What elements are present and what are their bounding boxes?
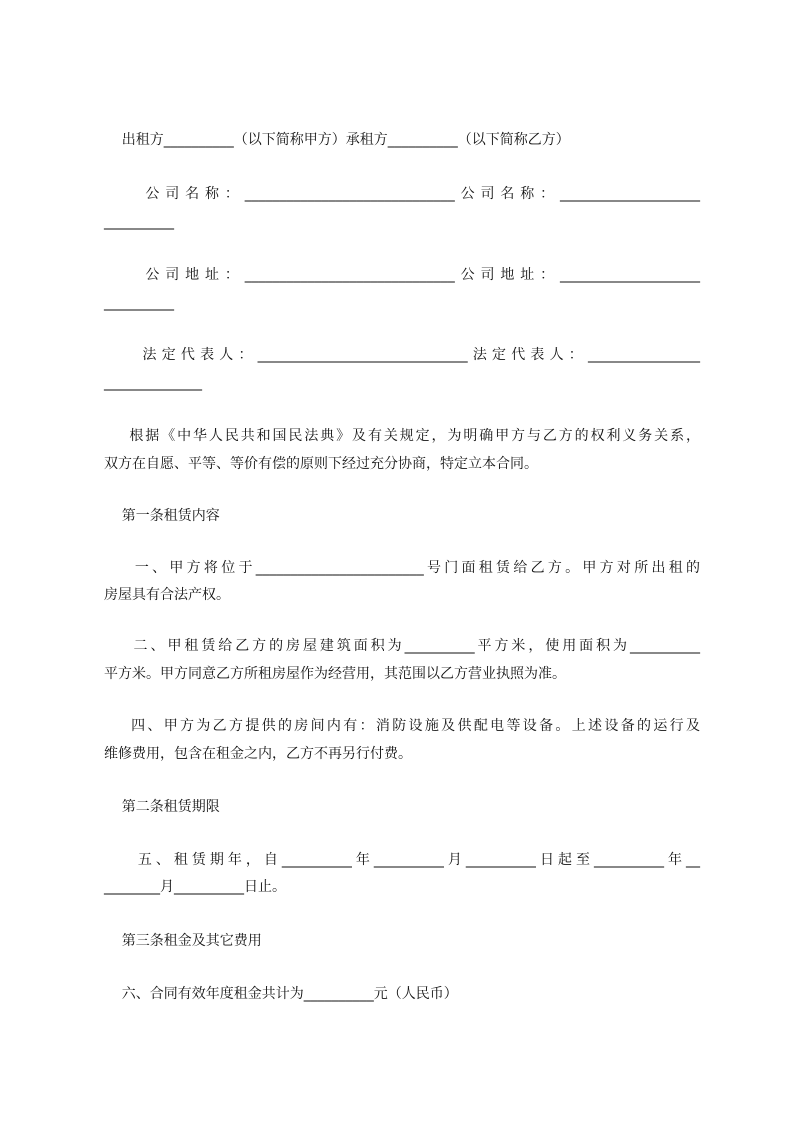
clause-5-line: 五、租赁期年，自__________年__________月__________日起至__________年__ [104,852,700,868]
clause-5-line-cont: ________月__________日止。 [104,879,286,895]
preamble-line: 根据《中华人民共和国民法典》及有关规定，为明确甲方与乙方的权利义务关系， [104,428,700,444]
clause-2-line: 二、甲租赁给乙方的房屋建筑面积为__________平方米，使用面积为__________ [104,638,700,654]
preamble-line-cont: 双方在自愿、平等、等价有偿的原则下经过充分协商，特定立本合同。 [104,456,538,472]
clause-2-line-cont: 平方米。甲方同意乙方所租房屋作为经营用，其范围以乙方营业执照为准。 [104,666,566,682]
clause-1-line-cont: 房屋具有合法产权。 [104,587,230,603]
clause-4-line: 四、甲方为乙方提供的房间内有：消防设施及供配电等设备。上述设备的运行及 [104,718,700,734]
parties-line: 出租方__________（以下简称甲方）承租方__________（以下简称乙方） [104,132,570,148]
article-1-heading: 第一条租赁内容 [104,508,220,524]
company-name-line: 公司名称：______________________________公司名称：____________________ [104,186,700,202]
company-address-line: 公司地址：______________________________公司地址：____________________ [104,267,700,283]
clause-6-line: 六、合同有效年度租金共计为__________元（人民币） [104,986,458,1002]
company-address-line-cont: __________ [104,295,174,311]
article-2-heading: 第二条租赁期限 [104,799,220,815]
legal-representative-line-cont: ______________ [104,375,202,391]
article-3-heading: 第三条租金及其它费用 [104,933,262,949]
company-name-line-cont: __________ [104,214,174,230]
clause-4-line-cont: 维修费用，包含在租金之内，乙方不再另行付费。 [104,746,412,762]
clause-1-line: 一、甲方将位于________________________号门面租赁给乙方。甲方对所出租的 [104,560,700,576]
legal-representative-line: 法定代表人：______________________________法定代表人：________________ [104,347,700,363]
